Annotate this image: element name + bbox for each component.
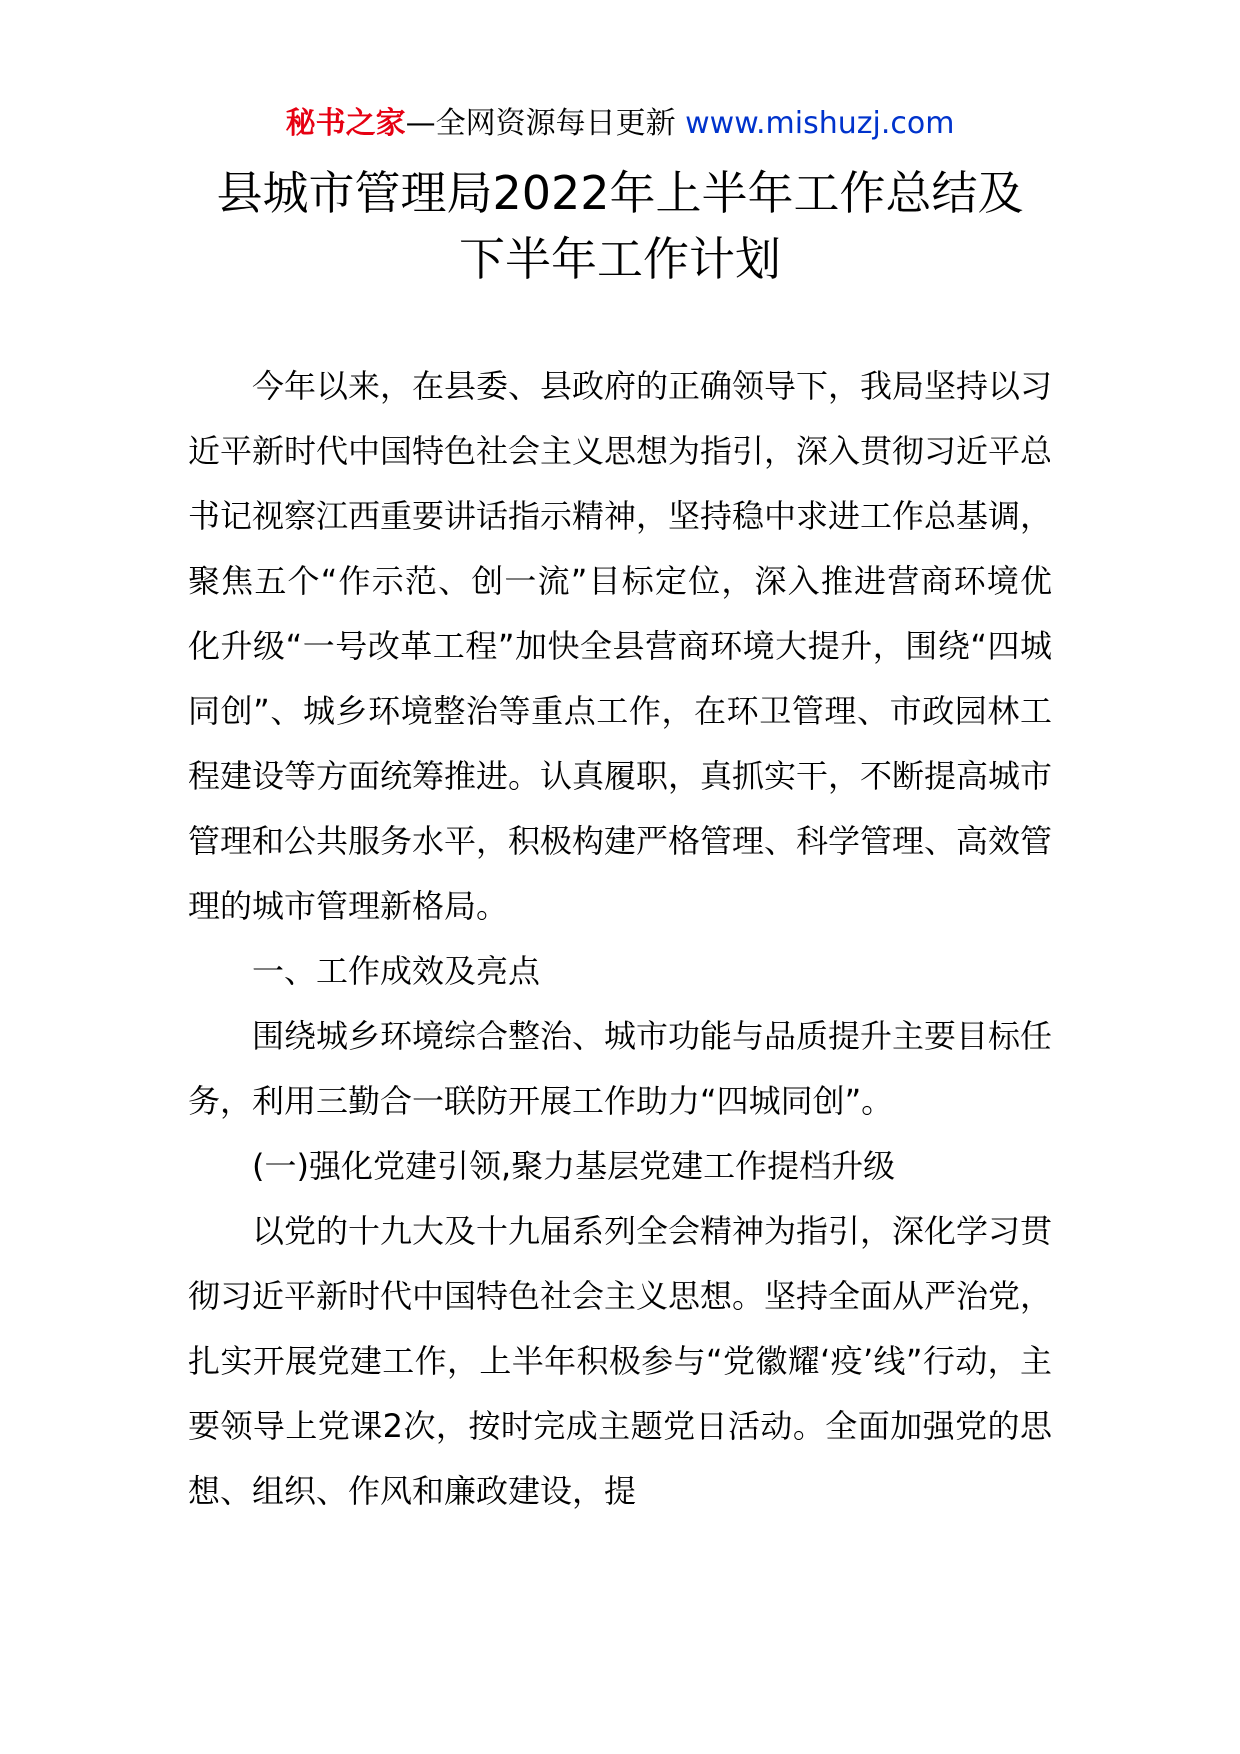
intro-paragraph: 今年以来，在县委、县政府的正确领导下，我局坚持以习近平新时代中国特色社会主义思想为指引，深入贯彻习近平总书记视察江西重要讲话指示精神，坚持稳中求进工作总基调，聚焦五个“作示范、创一流”目标定位，深入推进营商环境优化升级“一号改革工程”加快全县营商环境大提升，围绕“四城同创”、城乡环境整治等重点工作，在环卫管理、市政园林工程建设等方面统筹推进。认真履职，真抓实干，不断提高城市管理和公共服务水平，积极构建严格管理、科学管理、高效管理的城市管理新格局。 bbox=[188, 367, 1053, 925]
site-slogan: —全网资源每日更新 bbox=[405, 106, 676, 141]
section-heading: 一、工作成效及亮点 bbox=[252, 952, 541, 990]
subsection-heading: (一)强化党建引领,聚力基层党建工作提档升级 bbox=[252, 1147, 896, 1185]
document-body bbox=[188, 354, 1052, 1524]
site-url[interactable]: www.mishuzj.com bbox=[685, 106, 955, 141]
site-brand: 秘书之家 bbox=[285, 106, 406, 141]
title-line-2: 下半年工作计划 bbox=[459, 232, 781, 286]
document-title bbox=[0, 160, 1240, 292]
title-line-1: 县城市管理局2022年上半年工作总结及 bbox=[216, 166, 1024, 220]
site-banner bbox=[0, 102, 1240, 146]
subsection-paragraph: 以党的十九大及十九届系列全会精神为指引，深化学习贯彻习近平新时代中国特色社会主义思想。坚持全面从严治党，扎实开展党建工作，上半年积极参与“党徽耀‘疫’线”行动，主要领导上党课2次，按时完成主题党日活动。全面加强党的思想、组织、作风和廉政建设，提 bbox=[188, 1212, 1053, 1510]
section-summary-paragraph: 围绕城乡环境综合整治、城市功能与品质提升主要目标任务，利用三勤合一联防开展工作助力“四城同创”。 bbox=[188, 1017, 1053, 1120]
